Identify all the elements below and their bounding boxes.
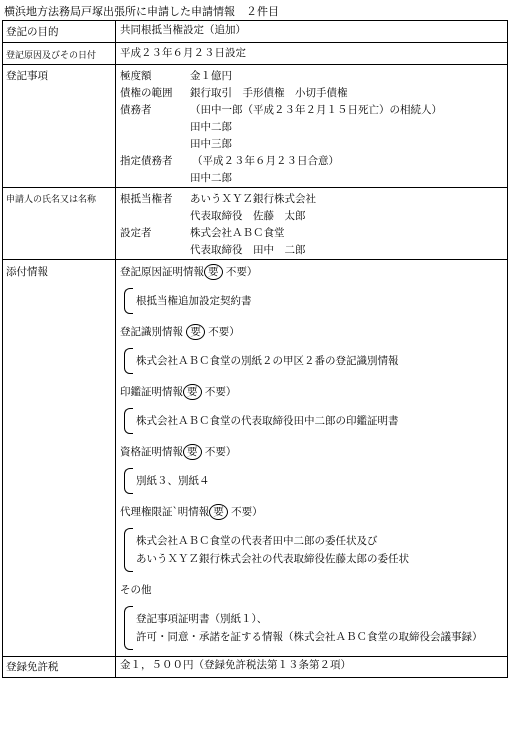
attachment-bracket: 株式会社ＡＢＣ食堂の代表者田中二郎の委任状及び あいうＸＹＺ銀行株式会社の代表取締役佐藤太郎の委任状 — [124, 528, 494, 572]
page-indicator: ２件目 — [246, 5, 279, 18]
applicant-line: 根抵当権者 あいうＸＹＺ銀行株式会社 — [120, 193, 316, 205]
applicants-row — [3, 188, 508, 260]
attachment-bracket: 株式会社ＡＢＣ食堂の代表取締役田中二郎の印鑑証明書 — [124, 408, 494, 434]
cause-label: 登記原因及びその日付 — [3, 43, 116, 65]
attachment-section: 登記識別情報 要 不要） 株式会社ＡＢＣ食堂の別紙２の甲区２番の登記識別情報 — [120, 324, 503, 374]
applicants-value — [116, 188, 508, 260]
matters-label: 登記事項 — [3, 65, 116, 188]
attachment-section: 登記原因証明情報 要 不要） 根抵当権追加設定契約書 — [120, 264, 503, 314]
attachment-bracket: 登記事項証明書（別紙１）、 許可・同意・承諾を証する情報（株式会社ＡＢＣ食堂の取締役会議事録） — [124, 606, 494, 650]
attachment-section: その他 登記事項証明書（別紙１）、 許可・同意・承諾を証する情報（株式会社ＡＢＣ食堂の取締役会議事録） — [120, 582, 503, 650]
tax-row — [3, 657, 508, 678]
purpose-label: 登記の目的 — [3, 21, 116, 43]
matter-line: 指定債務者 （平成２３年６月２３日合意） — [120, 155, 339, 167]
purpose-value: 共同根抵当権設定（追加） — [116, 21, 508, 43]
required-circle: 要 — [186, 324, 205, 340]
matter-line: 田中二郎 — [190, 172, 232, 184]
applicant-line: 代表取締役 佐藤 太郎 — [190, 210, 306, 222]
matters-row — [3, 65, 508, 188]
matter-line: 債務者 （田中一郎（平成２３年２月１５日死亡）の相続人） — [120, 104, 442, 116]
tax-value: 金１，５００円（登録免許税法第１３条第２項） — [116, 657, 508, 678]
attachment-bracket: 株式会社ＡＢＣ食堂の別紙２の甲区２番の登記識別情報 — [124, 348, 494, 374]
required-circle: 要 — [183, 444, 202, 460]
matter-line: 債権の範囲 銀行取引 手形債権 小切手債権 — [120, 87, 348, 99]
document-header — [4, 3, 279, 19]
attachment-section: 代理権限証`明情報 要 不要） 株式会社ＡＢＣ食堂の代表者田中二郎の委任状及び あいうＸＹＺ銀行株式会社の代表取締役佐藤太郎の委任状 — [120, 504, 503, 572]
tax-label: 登録免許税 — [3, 657, 116, 678]
purpose-row — [3, 21, 508, 43]
applicant-line: 代表取締役 田中 二郎 — [190, 244, 306, 256]
attachment-bracket: 別紙３、別紙４ — [124, 468, 494, 494]
cause-row — [3, 43, 508, 65]
matter-line: 田中二郎 — [190, 121, 232, 133]
applicants-label: 申請人の氏名又は名称 — [3, 188, 116, 260]
attachments-label: 添付情報 — [3, 260, 116, 657]
attachment-bracket: 根抵当権追加設定契約書 — [124, 288, 494, 314]
required-circle: 要 — [183, 384, 202, 400]
matter-line: 田中三郎 — [190, 138, 232, 150]
cause-value: 平成２３年６月２３日設定 — [116, 43, 508, 65]
attachments-value — [116, 260, 508, 657]
required-circle: 要 — [204, 264, 223, 280]
attachments-row — [3, 260, 508, 657]
applicant-line: 設定者 株式会社ＡＢＣ食堂 — [120, 227, 285, 239]
application-form-table — [2, 20, 508, 678]
attachment-section: 印鑑証明情報 要 不要） 株式会社ＡＢＣ食堂の代表取締役田中二郎の印鑑証明書 — [120, 384, 503, 434]
document-title: 横浜地方法務局戸塚出張所に申請した申請情報 — [4, 5, 235, 18]
required-circle: 要 — [209, 504, 228, 520]
matter-line: 極度額 金１億円 — [120, 70, 232, 82]
attachment-section: 資格証明情報 要 不要） 別紙３、別紙４ — [120, 444, 503, 494]
matters-value — [116, 65, 508, 188]
